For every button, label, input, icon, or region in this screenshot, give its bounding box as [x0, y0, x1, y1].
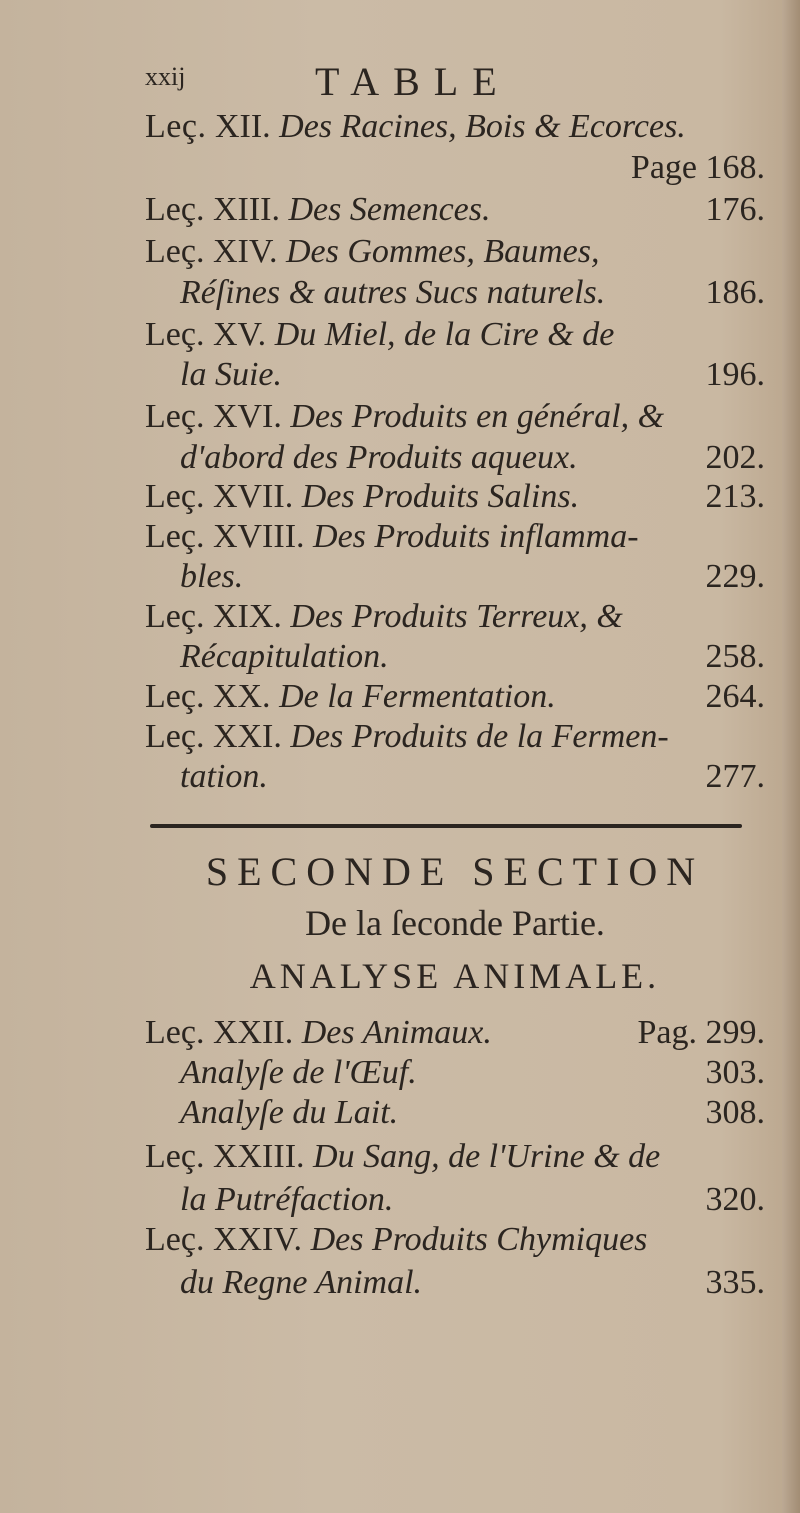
- lesson-number: XIX.: [212, 598, 282, 635]
- page-ref: 264.: [705, 678, 765, 715]
- page-ref: 176.: [705, 191, 765, 228]
- toc-entry: [145, 1012, 765, 1054]
- lesson-title: Des Semences.: [288, 191, 491, 228]
- toc-entry: [145, 676, 765, 718]
- toc-entry: [180, 1092, 765, 1134]
- lesson-title: Des Produits Salins.: [301, 478, 580, 515]
- lesson-title-cont: la Suie.: [180, 356, 282, 393]
- lesson-title: Des Racines, Bois & Ecorces.: [279, 108, 686, 145]
- toc-entry-cont: [180, 636, 765, 678]
- lesson-title-cont: tation.: [180, 758, 268, 795]
- lesson-number: XIII.: [212, 191, 280, 228]
- toc-entry: [180, 1052, 765, 1094]
- toc-entry-cont: [180, 437, 765, 479]
- lesson-title: Des Animaux.: [301, 1014, 492, 1051]
- lesson-title: Analyſe du Lait.: [180, 1094, 399, 1131]
- lesson-label: Leç.: [145, 108, 207, 145]
- lesson-label: Leç.: [145, 478, 205, 515]
- toc-entry-cont: [145, 147, 765, 189]
- page-edge: [782, 0, 800, 1513]
- toc-entry: [145, 396, 765, 438]
- lesson-title: Analyſe de l'Œuf.: [180, 1054, 417, 1091]
- lesson-number: XV.: [212, 316, 267, 353]
- toc-entry: [145, 1219, 765, 1261]
- section-heading: ANALYSE ANIMALE.: [249, 956, 661, 996]
- lesson-number: XXIV.: [212, 1221, 303, 1258]
- lesson-title: Des Produits en général, &: [290, 398, 665, 435]
- page-ref: Page 168.: [630, 149, 765, 186]
- lesson-title: Des Produits Terreux, &: [290, 598, 623, 635]
- toc-entry-cont: [180, 272, 765, 314]
- lesson-title: De la Fermentation.: [279, 678, 556, 715]
- lesson-title-cont: Réſines & autres Sucs naturels.: [180, 274, 606, 311]
- page-ref: 308.: [705, 1094, 765, 1131]
- lesson-number: XXIII.: [212, 1138, 305, 1175]
- toc-entry: [145, 106, 765, 148]
- section-subtitle: De la ſeconde Partie.: [305, 903, 605, 943]
- toc-entry: [145, 231, 765, 273]
- lesson-title-cont: bles.: [180, 558, 244, 595]
- lesson-number: XII.: [214, 108, 271, 145]
- lesson-label: Leç.: [145, 398, 205, 435]
- lesson-label: Leç.: [145, 678, 205, 715]
- lesson-title-cont: la Putréfaction.: [180, 1181, 394, 1218]
- page-ref: 258.: [705, 638, 765, 675]
- lesson-label: Leç.: [145, 1221, 205, 1258]
- lesson-number: XX.: [212, 678, 271, 715]
- toc-entry-cont: [180, 1262, 765, 1304]
- lesson-number: XXII.: [212, 1014, 294, 1051]
- lesson-title: Du Miel, de la Cire & de: [274, 316, 615, 353]
- lesson-label: Leç.: [145, 316, 205, 353]
- lesson-label: Leç.: [145, 1138, 205, 1175]
- lesson-title: Du Sang, de l'Urine & de: [313, 1138, 661, 1175]
- page-ref: 196.: [705, 356, 765, 393]
- lesson-label: Leç.: [145, 518, 205, 555]
- lesson-title: Des Gommes, Baumes,: [286, 233, 600, 270]
- lesson-number: XVII.: [212, 478, 294, 515]
- lesson-title: Des Produits de la Fermen-: [290, 718, 669, 755]
- lesson-title-cont: Récapitulation.: [180, 638, 389, 675]
- lesson-label: Leç.: [145, 233, 205, 270]
- toc-entry: [145, 1136, 765, 1178]
- page-title: TABLE: [315, 59, 511, 104]
- page-ref: 320.: [705, 1181, 765, 1218]
- lesson-number: XIV.: [212, 233, 278, 270]
- lesson-number: XXI.: [212, 718, 282, 755]
- toc-entry: [145, 716, 765, 758]
- toc-entry: [145, 189, 765, 231]
- lesson-number: XVIII.: [212, 518, 305, 555]
- toc-entry: [145, 596, 765, 638]
- page-ref: 303.: [705, 1054, 765, 1091]
- toc-entry-cont: [180, 556, 765, 598]
- page-ref: 229.: [705, 558, 765, 595]
- toc-entry: [145, 516, 765, 558]
- lesson-label: Leç.: [145, 598, 205, 635]
- section-title: SECONDE SECTION: [205, 849, 705, 894]
- lesson-label: Leç.: [145, 718, 205, 755]
- page-ref: 335.: [705, 1264, 765, 1301]
- page-ref: 202.: [705, 439, 765, 476]
- page-ref: 277.: [705, 758, 765, 795]
- lesson-title-cont: du Regne Animal.: [180, 1264, 423, 1301]
- toc-entry-cont: [180, 1179, 765, 1221]
- lesson-label: Leç.: [145, 191, 205, 228]
- folio-number: xxij: [145, 62, 186, 91]
- section-divider: [150, 824, 742, 828]
- page-ref: 186.: [705, 274, 765, 311]
- toc-entry-cont: [180, 354, 765, 396]
- lesson-title: Des Produits inflamma-: [313, 518, 639, 555]
- page-header: [145, 59, 765, 106]
- page-ref: 213.: [705, 478, 765, 515]
- lesson-label: Leç.: [145, 1014, 205, 1051]
- lesson-title: Des Produits Chymiques: [310, 1221, 648, 1258]
- page-ref: Pag. 299.: [637, 1014, 765, 1051]
- toc-entry: [145, 476, 765, 518]
- toc-entry: [145, 314, 765, 356]
- toc-entry-cont: [180, 756, 765, 798]
- lesson-number: XVI.: [212, 398, 282, 435]
- lesson-title-cont: d'abord des Produits aqueux.: [180, 439, 578, 476]
